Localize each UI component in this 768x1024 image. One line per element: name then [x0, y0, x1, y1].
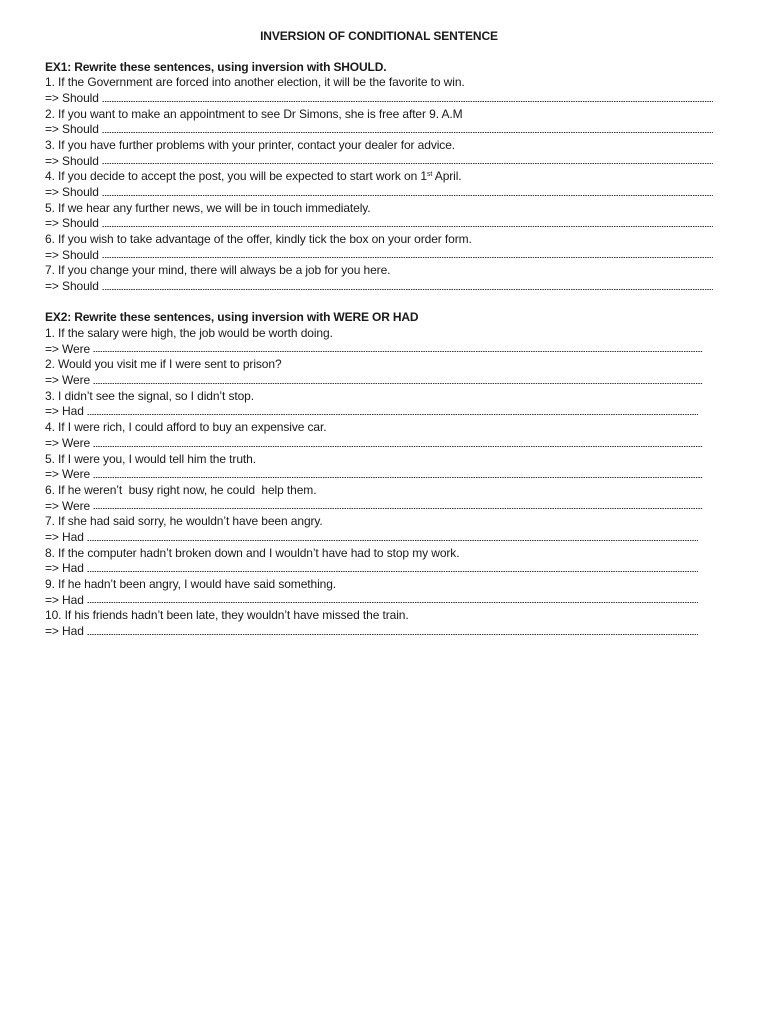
question-2-1: 1. If the salary were high, the job would be worth doing. [45, 326, 333, 340]
exercise-1-heading-keyword: SHOULD [333, 59, 384, 74]
answer-prompt: => Should [45, 279, 99, 294]
answer-line-2-7[interactable] [45, 530, 713, 546]
question-2-8: 8. If the computer hadn’t broken down and I wouldn’t have had to stop my work. [45, 545, 460, 560]
answer-prompt: => Should [45, 247, 99, 262]
exercise-1-heading-prefix: EX1: Rewrite these sentences, using inversion with [45, 59, 334, 74]
answer-prompt: => Were [45, 435, 91, 450]
answer-prompt: => Were [45, 341, 91, 356]
answer-line-2-6[interactable] [45, 499, 713, 515]
exercise-2 [45, 310, 713, 639]
answer-dotted-line [102, 131, 713, 134]
answer-line-2-4[interactable] [45, 436, 713, 452]
answer-line-2-5[interactable] [45, 467, 713, 483]
answer-line-1-7[interactable] [45, 279, 713, 295]
answer-prompt: => Should [45, 216, 99, 231]
answer-line-2-10[interactable] [45, 624, 713, 640]
answer-prompt: => Should [45, 90, 99, 105]
question-1-6: 6. If you wish to take advantage of the offer, kindly tick the box on your order form. [45, 232, 472, 247]
exercise-1-heading [45, 60, 713, 76]
answer-prompt: => Should [45, 122, 99, 137]
answer-dotted-line [93, 507, 703, 510]
answer-line-2-9[interactable] [45, 593, 713, 609]
answer-line-2-8[interactable] [45, 561, 713, 577]
question-2-7: 7. If she had said sorry, he wouldn’t have been angry. [45, 514, 323, 529]
question-1-7: 7. If you change your mind, there will always be a job for you here. [45, 263, 391, 278]
answer-line-2-3[interactable] [45, 404, 713, 420]
answer-dotted-line [102, 100, 713, 103]
answer-dotted-line [102, 288, 713, 291]
answer-dotted-line [87, 413, 698, 416]
exercise-2-heading: EX2: Rewrite these sentences, using inversion with WERE OR HAD [45, 310, 419, 325]
answer-prompt: => Had [45, 592, 84, 607]
ordinal-suffix: st [426, 171, 433, 179]
answer-dotted-line [102, 162, 713, 165]
answer-line-2-2[interactable] [45, 373, 713, 389]
answer-dotted-line [87, 633, 698, 636]
answer-prompt: => Were [45, 498, 91, 513]
question-1-1: 1. If the Government are forced into another election, it will be the favorite to win. [45, 75, 465, 90]
answer-dotted-line [93, 350, 703, 353]
question-2-4: 4. If I were rich, I could afford to buy an expensive car. [45, 420, 327, 435]
question-text: 4. If you decide to accept the post, you will be expected to start work on 1 [45, 169, 427, 184]
answer-line-1-5[interactable] [45, 216, 713, 232]
question-2-3: 3. I didn’t see the signal, so I didn’t stop. [45, 388, 254, 403]
answer-dotted-line [93, 445, 703, 448]
question-1-4 [45, 169, 713, 185]
answer-dotted-line [102, 225, 713, 228]
exercise-1 [45, 60, 713, 295]
question-2-5: 5. If I were you, I would tell him the truth. [45, 451, 256, 466]
question-1-2: 2. If you want to make an appointment to see Dr Simons, she is free after 9. A.M [45, 106, 463, 121]
answer-prompt: => Were [45, 467, 91, 482]
answer-prompt: => Should [45, 153, 99, 168]
question-1-3: 3. If you have further problems with your printer, contact your dealer for advice. [45, 137, 456, 152]
answer-dotted-line [87, 601, 698, 604]
answer-dotted-line [93, 382, 703, 385]
page-title: INVERSION OF CONDITIONAL SENTENCE [260, 29, 498, 43]
worksheet-page [45, 28, 713, 640]
answer-prompt: => Had [45, 561, 84, 576]
answer-prompt: => Had [45, 624, 84, 639]
answer-line-2-1[interactable] [45, 342, 713, 358]
answer-prompt: => Should [45, 184, 99, 199]
question-2-9: 9. If he hadn’t been angry, I would have said something. [45, 577, 337, 591]
question-2-10: 10. If his friends hadn’t been late, they wouldn’t have missed the train. [45, 608, 409, 623]
answer-dotted-line [102, 256, 713, 259]
answer-dotted-line [93, 476, 703, 479]
answer-dotted-line [87, 539, 698, 542]
answer-prompt: => Had [45, 529, 84, 544]
answer-prompt: => Were [45, 373, 91, 388]
answer-dotted-line [102, 194, 713, 197]
answer-prompt: => Had [45, 404, 84, 419]
question-2-2: 2. Would you visit me if I were sent to prison? [45, 357, 282, 372]
question-1-5: 5. If we hear any further news, we will be in touch immediately. [45, 200, 371, 215]
answer-line-1-3[interactable] [45, 154, 713, 170]
exercise-1-heading-suffix: . [383, 59, 387, 74]
answer-dotted-line [87, 570, 698, 573]
answer-line-1-6[interactable] [45, 248, 713, 264]
answer-line-1-4[interactable] [45, 185, 713, 201]
question-text-end: April. [432, 169, 462, 184]
answer-line-1-2[interactable] [45, 122, 713, 138]
question-2-6: 6. If he weren’t busy right now, he could help them. [45, 482, 317, 497]
answer-line-1-1[interactable] [45, 91, 713, 107]
